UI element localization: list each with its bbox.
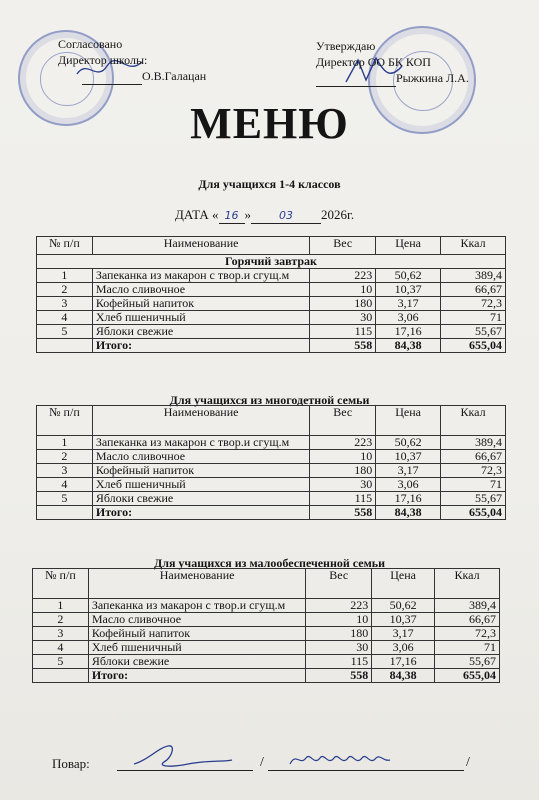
row-number: 2 (37, 450, 93, 464)
row-name: Хлеб пшеничный (92, 311, 309, 325)
row-number: 5 (37, 492, 93, 506)
row-price: 17,16 (376, 492, 441, 506)
row-price: 3,06 (376, 478, 441, 492)
total-row (37, 339, 506, 353)
row-name: Кофейный напиток (92, 297, 309, 311)
row-weight: 10 (306, 613, 372, 627)
total-kcal: 655,04 (435, 669, 500, 683)
total-kcal: 655,04 (441, 339, 506, 353)
row-name: Запеканка из макарон с твор.и сгущ.м (92, 436, 309, 450)
total-row (37, 506, 506, 520)
row-weight: 223 (306, 599, 372, 613)
cook-name-handwriting (286, 748, 396, 770)
agreed-label: Согласовано (58, 37, 123, 51)
date-year: 2026г. (321, 207, 355, 222)
row-number: 1 (33, 599, 89, 613)
approval-block-right (316, 38, 469, 87)
row-kcal: 71 (441, 311, 506, 325)
date-mid: » (244, 207, 252, 222)
col-number: № п/п (37, 237, 93, 255)
row-name: Запеканка из макарон с твор.и сгущ.м (88, 599, 305, 613)
total-label: Итого: (92, 339, 309, 353)
col-number: № п/п (33, 569, 89, 599)
total-kcal: 655,04 (441, 506, 506, 520)
cook-name-line (268, 770, 464, 771)
row-number: 2 (33, 613, 89, 627)
col-price: Цена (376, 237, 441, 255)
row-number: 5 (37, 325, 93, 339)
page-subtitle: Для учащихся 1-4 классов (198, 177, 341, 191)
row-number: 4 (37, 311, 93, 325)
row-number: 1 (37, 269, 93, 283)
col-name: Наименование (92, 406, 309, 436)
table-row (37, 492, 506, 506)
row-price: 3,17 (376, 464, 441, 478)
row-kcal: 389,4 (441, 269, 506, 283)
table-row (33, 627, 500, 641)
row-price: 3,17 (372, 627, 435, 641)
row-price: 10,37 (376, 450, 441, 464)
row-weight: 115 (306, 655, 372, 669)
row-weight: 30 (310, 478, 376, 492)
table-header-row (37, 237, 506, 255)
date-month: 03 (279, 209, 294, 222)
row-name: Запеканка из макарон с твор.и сгущ.м (92, 269, 309, 283)
row-name: Яблоки свежие (92, 492, 309, 506)
table-row (37, 297, 506, 311)
col-weight: Вес (310, 237, 376, 255)
section-heading: Для учащихся из малообеспеченной семьи (153, 556, 386, 570)
row-name: Хлеб пшеничный (92, 478, 309, 492)
col-price: Цена (372, 569, 435, 599)
total-price: 84,38 (376, 339, 441, 353)
row-kcal: 389,4 (435, 599, 500, 613)
row-weight: 180 (310, 464, 376, 478)
row-weight: 180 (310, 297, 376, 311)
row-weight: 115 (310, 492, 376, 506)
row-name: Масло сливочное (92, 283, 309, 297)
row-number: 5 (33, 655, 89, 669)
section-heading: Горячий завтрак (37, 255, 506, 269)
cook-signature (128, 738, 238, 772)
row-number: 4 (33, 641, 89, 655)
section-heading-row (37, 255, 506, 269)
row-price: 3,06 (376, 311, 441, 325)
col-kcal: Ккал (441, 237, 506, 255)
table-row (37, 478, 506, 492)
table-row (37, 325, 506, 339)
row-number: 2 (37, 283, 93, 297)
col-weight: Вес (310, 406, 376, 436)
total-weight: 558 (310, 339, 376, 353)
row-weight: 10 (310, 450, 376, 464)
row-price: 10,37 (372, 613, 435, 627)
row-kcal: 72,3 (441, 297, 506, 311)
org-director-name: Рыжкина Л.А. (396, 71, 469, 85)
col-weight: Вес (306, 569, 372, 599)
table-row (37, 464, 506, 478)
row-number: 3 (37, 297, 93, 311)
col-number: № п/п (37, 406, 93, 436)
table-row (33, 613, 500, 627)
row-price: 17,16 (376, 325, 441, 339)
org-director-label: Директор ОО БК КОП (316, 55, 431, 69)
table-row (33, 599, 500, 613)
total-row (33, 669, 500, 683)
date-day: 16 (224, 209, 239, 222)
page-title: МЕНЮ (190, 99, 349, 148)
total-price: 84,38 (376, 506, 441, 520)
table-row (37, 450, 506, 464)
total-weight: 558 (306, 669, 372, 683)
row-kcal: 55,67 (435, 655, 500, 669)
col-kcal: Ккал (435, 569, 500, 599)
row-kcal: 389,4 (441, 436, 506, 450)
row-price: 50,62 (376, 269, 441, 283)
table-row (37, 269, 506, 283)
col-price: Цена (376, 406, 441, 436)
row-name: Масло сливочное (92, 450, 309, 464)
row-kcal: 66,67 (435, 613, 500, 627)
total-price: 84,38 (372, 669, 435, 683)
approval-block-left (58, 36, 206, 85)
row-name: Масло сливочное (88, 613, 305, 627)
col-name: Наименование (92, 237, 309, 255)
table-header-row (33, 569, 500, 599)
table-row (33, 655, 500, 669)
menu-table-large-families (36, 405, 506, 520)
row-name: Яблоки свежие (92, 325, 309, 339)
signature-line (316, 70, 396, 87)
row-price: 50,62 (372, 599, 435, 613)
table-row (33, 641, 500, 655)
row-name: Хлеб пшеничный (88, 641, 305, 655)
row-kcal: 55,67 (441, 325, 506, 339)
date-line (175, 207, 354, 224)
cook-label: Повар: (52, 756, 90, 771)
row-kcal: 71 (435, 641, 500, 655)
row-name: Яблоки свежие (88, 655, 305, 669)
row-price: 17,16 (372, 655, 435, 669)
signature-line (82, 68, 142, 85)
menu-table-grades-1-4 (36, 236, 506, 353)
row-kcal: 72,3 (435, 627, 500, 641)
row-kcal: 66,67 (441, 450, 506, 464)
section-heading: Для учащихся из многодетной семьи (169, 393, 370, 407)
total-label: Итого: (88, 669, 305, 683)
table-row (37, 311, 506, 325)
separator-slash: / (466, 755, 470, 770)
row-price: 10,37 (376, 283, 441, 297)
row-weight: 30 (310, 311, 376, 325)
table-row (37, 283, 506, 297)
row-number: 4 (37, 478, 93, 492)
total-label: Итого: (92, 506, 309, 520)
col-name: Наименование (88, 569, 305, 599)
row-weight: 30 (306, 641, 372, 655)
school-director-name: О.В.Галацан (142, 69, 207, 83)
row-price: 3,17 (376, 297, 441, 311)
table-row (37, 436, 506, 450)
approved-label: Утверждаю (316, 39, 376, 53)
row-name: Кофейный напиток (92, 464, 309, 478)
row-weight: 115 (310, 325, 376, 339)
row-weight: 10 (310, 283, 376, 297)
row-kcal: 71 (441, 478, 506, 492)
table-header-row (37, 406, 506, 436)
row-price: 3,06 (372, 641, 435, 655)
row-number: 3 (37, 464, 93, 478)
total-weight: 558 (310, 506, 376, 520)
row-name: Кофейный напиток (88, 627, 305, 641)
row-weight: 180 (306, 627, 372, 641)
row-number: 1 (37, 436, 93, 450)
row-kcal: 55,67 (441, 492, 506, 506)
row-weight: 223 (310, 269, 376, 283)
date-prefix: ДАТА « (175, 207, 219, 222)
row-kcal: 66,67 (441, 283, 506, 297)
row-price: 50,62 (376, 436, 441, 450)
col-kcal: Ккал (441, 406, 506, 436)
school-director-label: Директор школы: (58, 53, 148, 67)
row-number: 3 (33, 627, 89, 641)
menu-table-low-income (32, 568, 500, 683)
separator-slash: / (260, 755, 264, 770)
row-weight: 223 (310, 436, 376, 450)
row-kcal: 72,3 (441, 464, 506, 478)
